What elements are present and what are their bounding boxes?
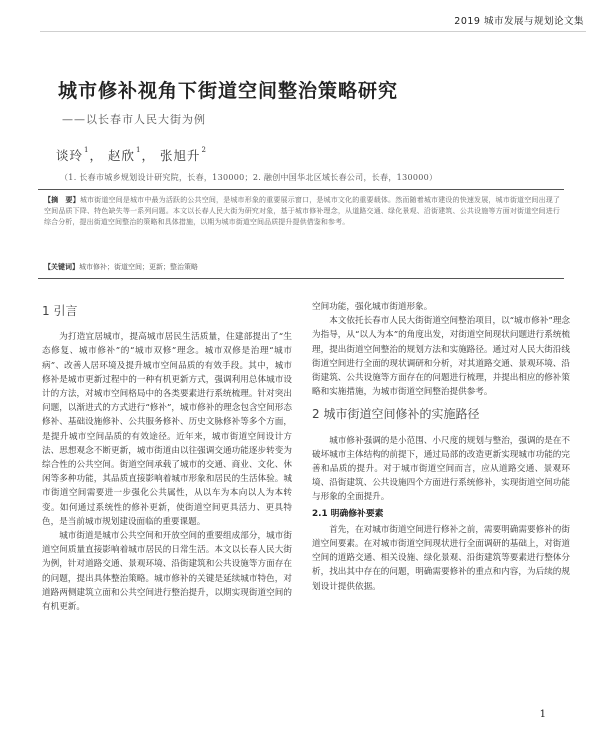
section-heading: 2 城市街道空间修补的实施路径: [312, 407, 480, 422]
section-heading: 1 引言: [42, 304, 78, 318]
author-affil-mark: 2: [201, 146, 207, 154]
abstract-top-rule: [38, 189, 564, 190]
page-number: 1: [539, 709, 546, 720]
abstract-label: 【摘 要】: [44, 195, 80, 204]
author-name: 谈玲: [56, 148, 84, 163]
paper-subtitle: ——以长春市人民大街为例: [62, 113, 206, 126]
keywords-label: 【关键词】: [44, 262, 79, 271]
keywords-block: [44, 262, 560, 272]
paper-title: 城市修补视角下街道空间整治策略研究: [58, 80, 399, 102]
body-paragraph: 为打造宜居城市，提高城市居民生活质量，住建部提出了“生态修复、城市修补”的“城市双修”理念。城市双修是治理“城市病”、改善人居环境及提升城市空间品质的有效手段。其中，城市修补是城市更新过程中的一种有机更新方式，强调利用总体城市设计的方法，对城市空间格局中的各类要素进行系统梳理。针对突出问题，以渐进式的方式进行“修补”，城市修补的理念包含空间形态修补、基础设施修补、公共服务修补、历史文脉修补等多个方面，是提升城市空间品质的有效途径。近年来，城市街道空间设计方法、思想观念不断更新，城市街道由以往强调交通功能逐步转变为综合性的公共空间。街道空间承载了城市的交通、商业、文化、休闲等多种功能，其品质直接影响着城市形象和居民的生活体验。城市街道空间需要进一步强化公共属性，从以车为本向以人为本转变。如何通过系统性的修补更新，使街道空间更具活力、更具特色，是当前城市规划建设面临的重要课题。: [42, 332, 292, 527]
author-name: 赵欣: [107, 148, 135, 163]
keywords-text: 城市修补；街道空间；更新；整治策略: [79, 263, 198, 271]
body-paragraph: 首先，在对城市街道空间进行修补之前，需要明确需要修补的街道空间要素。在对城市街道空间现状进行全面调研的基础上，对街道空间的道路交通、相关设施、绿化景观、沿街建筑等要素进行整体分析，找出其中存在的问题，明确需要修补的重点和内容，为后续的规划设计提供依据。: [312, 524, 570, 592]
body-paragraph: 城市街道是城市公共空间和开放空间的重要组成部分，城市街道空间质量直接影响着城市居民的日常生活。本文以长春人民大街为例，针对道路交通、景观环境、沿街建筑和公共设施等方面存在的问题，提出具体整治策略。城市修补的关键是延续城市特色，对道路两侧建筑立面和公共空间进行整治提升，以期实现街道空间的有机更新。: [42, 531, 292, 613]
author-list: 谈玲$^1$， 赵欣$^1$， 张旭升$^2$: [56, 146, 207, 163]
abstract-block: [44, 194, 560, 228]
header-divider: [40, 31, 586, 32]
body-paragraph: 空间功能，强化城市街道形象。: [312, 302, 433, 312]
author-affil-mark: 1: [84, 146, 90, 154]
author-affil-mark: 1: [135, 146, 142, 154]
abstract-text: 城市街道空间是城市中最为活跃的公共空间，是城市形象的重要展示窗口，是城市文化的重要载体。然而随着城市建设的快速发展，城市街道空间出现了空间品质下降、特色缺失等一系列问题。本文以长春人民大街为研究对象，基于城市修补理念，从道路交通、绿化景观、沿街建筑、公共设施等方面对街道空间进行综合分析，提出街道空间整治的策略和具体措施，以期为城市街道空间品质提升提供借鉴和参考。: [44, 196, 561, 226]
body-paragraph: 本文依托长春市人民大街街道空间整治项目，以“城市修补”理念为指导，从“以人为本”的角度出发，对街道空间现状问题进行系统梳理，提出街道空间整治的规划方法和实施路径。通过对人民大街沿线街道空间进行全面的现状调研和分析，对其道路交通、景观环境、沿街建筑、公共设施等方面存在的问题进行梳理，并提出相应的修补策略和实施措施，为城市街道空间整治提供参考。: [312, 316, 571, 398]
affiliation: （1. 长春市城乡规划设计研究院，长春，130000；2. 融创中国华北区域长春公司，长春，130000）: [60, 173, 438, 182]
journal-header-title: 2019 城市发展与规划论文集: [454, 16, 584, 27]
body-paragraph: 城市修补强调的是小范围、小尺度的规划与整治，强调的是在不破坏城市主体结构的前提下，通过局部的改造更新实现城市功能的完善和品质的提升。对于城市街道空间而言，应从道路交通、景观环境、沿街建筑、公共设施四个方面进行系统修补，实现街道空间功能与形象的全面提升。: [312, 435, 570, 503]
left-column: [42, 300, 292, 614]
abstract-bottom-rule: [38, 278, 564, 279]
subsection-heading: 2.1 明确修补要素: [312, 508, 384, 519]
author-name: 张旭升: [159, 148, 201, 163]
right-column: [312, 300, 570, 594]
